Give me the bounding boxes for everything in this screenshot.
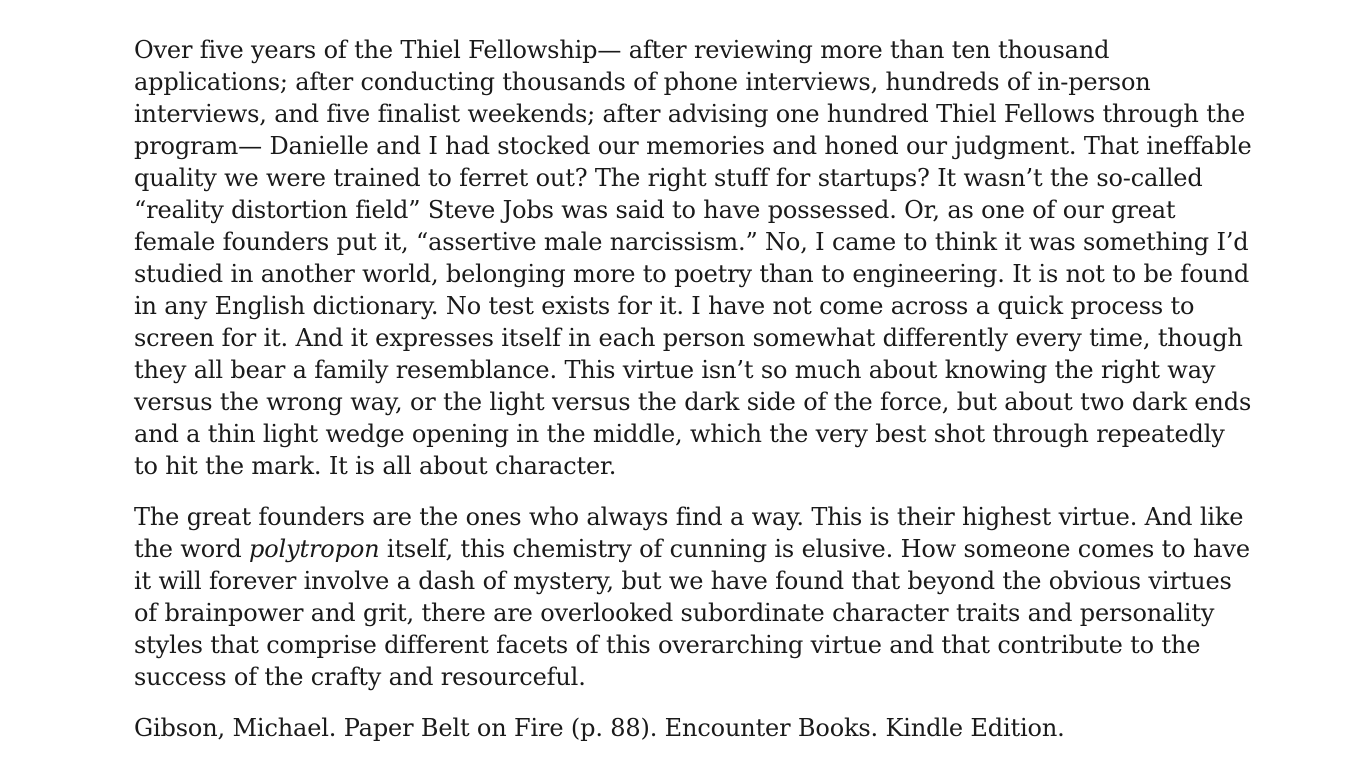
paragraph-2 bbox=[134, 501, 1254, 693]
paragraph-2-start: The great founders are the ones who always find a way. This is their highest virtue. And like the word bbox=[134, 503, 1244, 563]
paragraph-1: Over five years of the Thiel Fellowship— after reviewing more than ten thousand applications; after conducting thousands of phone interviews, hundreds of in-person interviews, and five finalist weekends; after advising one hundred Thiel Fellows through the program— Danielle and I had stocked our memories and honed our judgment. That ineffable quality we were trained to ferret out? The right stuff for startups? It wasn’t the so-called “reality distortion field” Steve Jobs was said to have possessed. Or, as one of our great female founders put it, “assertive male narcissism.” No, I came to think it was something I’d studied in another world, belonging more to poetry than to engineering. It is not to be found in any English dictionary. No test exists for it. I have not come across a quick process to screen for it. And it expresses itself in each person somewhat differently every time, though they all bear a family resemblance. This virtue isn’t so much about knowing the right way versus the wrong way, or the light versus the dark side of the force, but about two dark ends and a thin light wedge opening in the middle, which the very best shot through repeatedly to hit the mark. It is all about character. bbox=[134, 36, 1252, 480]
paragraph-2-end: itself, this chemistry of cunning is elusive. How someone comes to have it will forever involve a dash of mystery, but we have found that beyond the obvious virtues of brainpower and grit, there are overlooked subordinate character traits and personality styles that comprise different facets of this overarching virtue and that contribute to the success of the crafty and resourceful. bbox=[134, 535, 1250, 691]
document-body bbox=[134, 34, 1254, 763]
citation: Gibson, Michael. Paper Belt on Fire (p. 88). Encounter Books. Kindle Edition. bbox=[134, 714, 1065, 742]
italic-word: polytropon bbox=[249, 535, 380, 563]
